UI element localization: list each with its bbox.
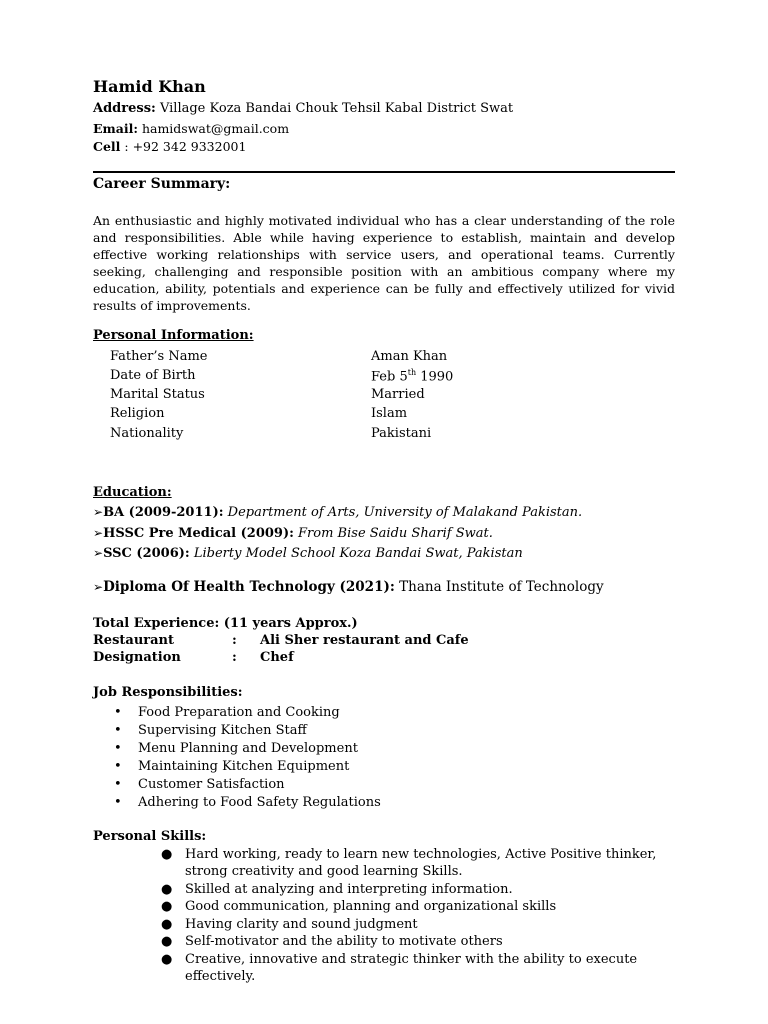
bullet-icon: • xyxy=(114,795,122,810)
list-item xyxy=(114,758,381,776)
bullet-icon: • xyxy=(114,777,122,792)
bullet-icon: ● xyxy=(161,916,173,932)
education-item xyxy=(93,505,582,520)
education-detail: Liberty Model School Koza Bandai Swat, Pakistan xyxy=(189,546,523,561)
list-item xyxy=(114,776,381,794)
designation-label: Designation xyxy=(93,650,181,665)
career-summary-text: An enthusiastic and highly motivated individual who has a clear understanding of the role and responsibilities. Able while having experience to establish, maintain and develop effective working relationships with service users, and operational teams. Currently seeking, challenging and responsible position with an ambitious company where my education, ability, potentials and experience can be fully and effectively utilized for vivid results of improvements. xyxy=(93,213,675,313)
education-item xyxy=(93,546,523,561)
cell-value: : +92 342 9332001 xyxy=(124,139,247,154)
job-responsibilities-list xyxy=(114,704,381,812)
email-value: hamidswat@gmail.com xyxy=(141,121,290,136)
list-item-text: Adhering to Food Safety Regulations xyxy=(138,795,381,810)
personal-info-value-dob xyxy=(371,368,453,384)
career-summary-heading: Career Summary: xyxy=(93,176,231,192)
bullet-icon: ● xyxy=(161,847,173,862)
list-item-text: Self-motivator and the ability to motivate others xyxy=(185,934,503,949)
personal-info-value: Pakistani xyxy=(371,426,432,441)
list-item xyxy=(114,704,381,722)
cell-line xyxy=(93,139,246,154)
list-item-text: Maintaining Kitchen Equipment xyxy=(138,759,350,774)
list-item xyxy=(161,898,680,915)
education-degree: Diploma Of Health Technology (2021): xyxy=(103,579,395,595)
personal-skills-heading: Personal Skills: xyxy=(93,829,207,844)
education-item xyxy=(93,579,604,595)
list-item xyxy=(161,951,680,985)
arrow-bullet-icon: ➢ xyxy=(93,580,104,594)
dob-day: Feb 5 xyxy=(371,369,408,385)
list-item-text: Skilled at analyzing and interpreting information. xyxy=(185,881,513,897)
arrow-bullet-icon: ➢ xyxy=(93,526,104,540)
designation-value: Chef xyxy=(260,650,294,665)
restaurant-value: Ali Sher restaurant and Cafe xyxy=(260,633,469,648)
bullet-icon: ● xyxy=(161,881,173,897)
education-detail: From Bise Saidu Sharif Swat. xyxy=(293,526,493,541)
list-item xyxy=(161,933,680,950)
education-heading: Education: xyxy=(93,485,172,500)
arrow-bullet-icon: ➢ xyxy=(93,505,104,519)
dob-suffix: th xyxy=(407,368,417,377)
bullet-icon: • xyxy=(114,759,122,774)
list-item-text: Good communication, planning and organizational skills xyxy=(185,899,557,914)
designation-colon: : xyxy=(232,650,237,665)
personal-info-label: Marital Status xyxy=(110,387,205,402)
personal-info-value: Islam xyxy=(371,406,408,421)
education-degree: BA (2009-2011): xyxy=(103,505,224,520)
education-degree: SSC (2006): xyxy=(103,546,190,561)
list-item xyxy=(114,722,381,740)
list-item xyxy=(114,740,381,758)
list-item-text: Hard working, ready to learn new technologies, Active Positive thinker, strong creativity and good learning Skills. xyxy=(185,847,657,879)
personal-info-heading: Personal Information: xyxy=(93,328,254,343)
header-divider xyxy=(93,171,675,173)
address-label: Address: xyxy=(93,101,156,116)
address-value: Village Koza Bandai Chouk Tehsil Kabal District Swat xyxy=(159,101,514,116)
personal-skills-list xyxy=(161,846,680,985)
education-item xyxy=(93,526,493,541)
bullet-icon: • xyxy=(114,723,122,738)
personal-info-label: Nationality xyxy=(110,426,184,441)
email-line xyxy=(93,121,289,136)
bullet-icon: • xyxy=(114,705,122,720)
address-line xyxy=(93,101,513,116)
list-item-text: Customer Satisfaction xyxy=(138,777,285,792)
personal-info-label: Religion xyxy=(110,406,165,421)
personal-info-value: Aman Khan xyxy=(371,349,448,364)
bullet-icon: ● xyxy=(161,934,173,949)
dob-year: 1990 xyxy=(416,369,454,385)
education-detail: Thana Institute of Technology xyxy=(394,579,604,595)
personal-info-value: Married xyxy=(371,387,425,402)
list-item xyxy=(161,916,680,933)
list-item-text: Supervising Kitchen Staff xyxy=(138,723,307,738)
personal-info-label: Father’s Name xyxy=(110,349,208,364)
list-item-text: Creative, innovative and strategic thinker with the ability to execute effectively. xyxy=(185,951,638,984)
education-detail: Department of Arts, University of Malakand Pakistan. xyxy=(223,505,583,520)
personal-info-label: Date of Birth xyxy=(110,368,196,383)
list-item xyxy=(161,846,680,880)
job-responsibilities-heading: Job Responsibilities: xyxy=(93,685,243,700)
education-degree: HSSC Pre Medical (2009): xyxy=(103,526,294,541)
email-label: Email: xyxy=(93,121,138,136)
list-item-text: Having clarity and sound judgment xyxy=(185,916,418,932)
bullet-icon: ● xyxy=(161,951,173,967)
list-item xyxy=(114,794,381,812)
restaurant-label: Restaurant xyxy=(93,633,175,648)
arrow-bullet-icon: ➢ xyxy=(93,546,104,560)
list-item-text: Menu Planning and Development xyxy=(138,741,358,756)
total-experience: Total Experience: (11 years Approx.) xyxy=(93,616,358,631)
restaurant-colon: : xyxy=(232,633,237,648)
list-item xyxy=(161,881,680,898)
applicant-name: Hamid Khan xyxy=(93,77,206,96)
bullet-icon: • xyxy=(114,741,122,756)
cell-label: Cell xyxy=(93,139,121,154)
list-item-text: Food Preparation and Cooking xyxy=(138,705,340,720)
bullet-icon: ● xyxy=(161,899,173,914)
